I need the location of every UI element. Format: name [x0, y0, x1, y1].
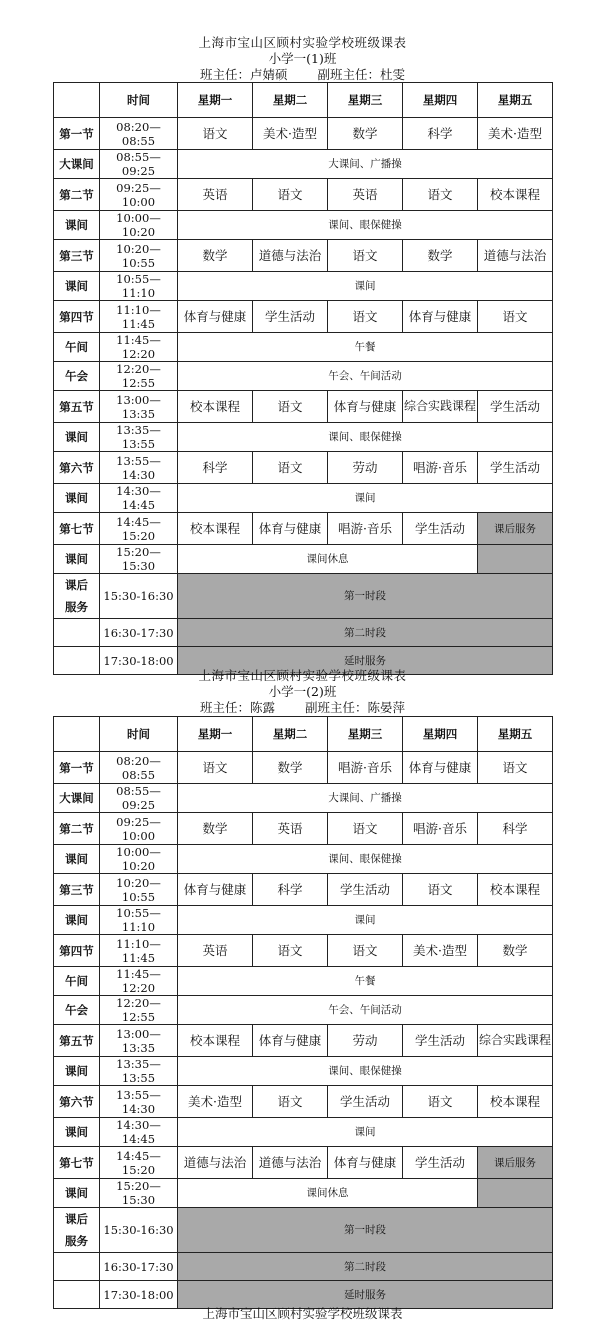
table-row	[54, 1118, 553, 1147]
subject-cell: 校本课程	[478, 874, 553, 906]
column-header: 星期一	[178, 83, 253, 118]
table-row	[54, 301, 553, 333]
subject-cell: 美术·造型	[478, 118, 553, 150]
subject-cell: 学生活动	[328, 1086, 403, 1118]
period-time: 13:35—13:55	[100, 423, 178, 452]
subject-cell: 学生活动	[478, 391, 553, 423]
subject-cell: 唱游·音乐	[403, 813, 478, 845]
period-label: 第二节	[54, 179, 100, 211]
subject-cell: 数学	[178, 240, 253, 272]
subject-cell: 校本课程	[178, 513, 253, 545]
subject-cell: 校本课程	[178, 1025, 253, 1057]
subject-cell: 体育与健康	[403, 301, 478, 333]
table-row	[54, 845, 553, 874]
subject-cell: 道德与法治	[478, 240, 553, 272]
period-time: 08:55—09:25	[100, 150, 178, 179]
break-cell: 课间、眼保健操	[178, 423, 553, 452]
table-row	[54, 150, 553, 179]
table-row	[54, 211, 553, 240]
schedule-table	[53, 716, 553, 1309]
after-school-cell: 课后服务	[478, 513, 553, 545]
subject-cell: 语文	[328, 240, 403, 272]
after-school-label-2: 服务	[65, 600, 88, 614]
subject-cell: 学生活动	[403, 513, 478, 545]
period-time: 10:00—10:20	[100, 211, 178, 240]
after-school-slot: 第二时段	[178, 619, 553, 647]
subject-cell: 科学	[253, 874, 328, 906]
period-time: 08:20—08:55	[100, 118, 178, 150]
head-teacher: 班主任：卢婧硕	[199, 67, 288, 82]
period-time: 11:10—11:45	[100, 301, 178, 333]
next-schedule-title: 上海市宝山区顾村实验学校班级课表	[202, 1306, 403, 1321]
table-row	[54, 118, 553, 150]
column-header: 时间	[100, 717, 178, 752]
period-time: 11:45—12:20	[100, 333, 178, 362]
subject-cell: 唱游·音乐	[328, 513, 403, 545]
schedule-2-header	[0, 668, 605, 716]
period-time: 08:55—09:25	[100, 784, 178, 813]
period-label: 午间	[54, 967, 100, 996]
subject-cell: 英语	[178, 935, 253, 967]
subject-cell: 道德与法治	[178, 1147, 253, 1179]
period-time: 13:55—14:30	[100, 1086, 178, 1118]
table-row	[54, 784, 553, 813]
column-header: 星期三	[328, 83, 403, 118]
subject-cell: 学生活动	[478, 452, 553, 484]
subject-text: 综合实践课程	[478, 1033, 551, 1047]
class-name: 小学一(1)班	[268, 51, 337, 66]
subject-cell: 英语	[178, 179, 253, 211]
subject-cell: 学生活动	[403, 1147, 478, 1179]
break-cell: 课间	[178, 1118, 553, 1147]
period-label: 第七节	[54, 513, 100, 545]
column-header	[54, 83, 100, 118]
subject-cell: 语文	[403, 1086, 478, 1118]
subject-cell: 语文	[328, 813, 403, 845]
after-school-time: 17:30-18:00	[100, 1281, 178, 1309]
after-school-slot: 延时服务	[178, 647, 553, 675]
after-school-label-empty	[54, 1253, 100, 1281]
subject-cell	[403, 391, 478, 423]
vice-teacher: 副班主任：杜雯	[317, 67, 406, 82]
period-label: 课间	[54, 906, 100, 935]
table-row	[54, 874, 553, 906]
header-row	[54, 83, 553, 118]
schedule-title: 上海市宝山区顾村实验学校班级课表	[198, 668, 407, 683]
table-row	[54, 391, 553, 423]
column-header: 星期一	[178, 717, 253, 752]
subject-cell: 数学	[403, 240, 478, 272]
column-header: 星期五	[478, 717, 553, 752]
subject-cell: 美术·造型	[403, 935, 478, 967]
after-school-cell: 课后服务	[478, 1147, 553, 1179]
table-row	[54, 362, 553, 391]
break-cell: 大课间、广播操	[178, 150, 553, 179]
subject-cell: 英语	[328, 179, 403, 211]
table-row	[54, 1179, 553, 1208]
subject-cell: 体育与健康	[253, 513, 328, 545]
table-row	[54, 272, 553, 301]
period-label: 午间	[54, 333, 100, 362]
after-school-cell-blank	[478, 1179, 553, 1208]
period-time: 10:20—10:55	[100, 240, 178, 272]
subject-cell: 语文	[328, 935, 403, 967]
subject-cell: 唱游·音乐	[328, 752, 403, 784]
subject-cell: 语文	[403, 179, 478, 211]
period-time: 09:25—10:00	[100, 813, 178, 845]
after-school-label	[54, 574, 100, 619]
period-label: 午会	[54, 996, 100, 1025]
period-time: 10:20—10:55	[100, 874, 178, 906]
table-row	[54, 752, 553, 784]
subject-cell: 体育与健康	[403, 752, 478, 784]
after-school-row	[54, 1253, 553, 1281]
after-school-slot: 延时服务	[178, 1281, 553, 1309]
break-cell: 课间、眼保健操	[178, 845, 553, 874]
period-time: 11:45—12:20	[100, 967, 178, 996]
subject-cell: 劳动	[328, 1025, 403, 1057]
table-row	[54, 1147, 553, 1179]
subject-cell: 语文	[253, 1086, 328, 1118]
after-school-time: 16:30-17:30	[100, 619, 178, 647]
break-cell: 午餐	[178, 967, 553, 996]
period-label: 第五节	[54, 391, 100, 423]
column-header: 星期四	[403, 83, 478, 118]
period-label: 第四节	[54, 301, 100, 333]
period-time: 11:10—11:45	[100, 935, 178, 967]
after-school-slot: 第一时段	[178, 574, 553, 619]
period-label: 第三节	[54, 874, 100, 906]
period-label: 大课间	[54, 150, 100, 179]
break-cell: 午会、午间活动	[178, 996, 553, 1025]
table-row	[54, 996, 553, 1025]
table-row	[54, 1025, 553, 1057]
subject-cell: 语文	[478, 301, 553, 333]
period-label: 第七节	[54, 1147, 100, 1179]
subject-cell: 体育与健康	[253, 1025, 328, 1057]
subject-cell: 美术·造型	[253, 118, 328, 150]
period-label: 课间	[54, 1179, 100, 1208]
period-time: 13:35—13:55	[100, 1057, 178, 1086]
column-header: 星期二	[253, 83, 328, 118]
subject-cell: 校本课程	[178, 391, 253, 423]
period-time: 12:20—12:55	[100, 996, 178, 1025]
subject-cell: 学生活动	[328, 874, 403, 906]
column-header: 星期三	[328, 717, 403, 752]
period-time: 10:55—11:10	[100, 272, 178, 301]
subject-cell: 语文	[253, 452, 328, 484]
after-school-time: 15:30-16:30	[100, 574, 178, 619]
period-time: 15:20—15:30	[100, 1179, 178, 1208]
period-time: 13:00—13:35	[100, 391, 178, 423]
break-cell: 课间、眼保健操	[178, 211, 553, 240]
break-cell: 课间	[178, 906, 553, 935]
subject-cell: 数学	[178, 813, 253, 845]
period-time: 08:20—08:55	[100, 752, 178, 784]
after-school-slot: 第一时段	[178, 1208, 553, 1253]
period-label: 第一节	[54, 118, 100, 150]
after-school-label-1: 课后	[65, 1212, 88, 1226]
subject-cell: 语文	[253, 935, 328, 967]
after-school-label	[54, 1208, 100, 1253]
break-cell: 课间	[178, 484, 553, 513]
period-time: 13:00—13:35	[100, 1025, 178, 1057]
period-label: 第三节	[54, 240, 100, 272]
table-row	[54, 333, 553, 362]
subject-cell: 科学	[403, 118, 478, 150]
after-school-label-1: 课后	[65, 578, 88, 592]
table-row	[54, 967, 553, 996]
table-row	[54, 906, 553, 935]
after-school-cell-blank	[478, 545, 553, 574]
after-school-row	[54, 1208, 553, 1253]
period-time: 15:20—15:30	[100, 545, 178, 574]
break-cell: 午会、午间活动	[178, 362, 553, 391]
break-cell: 课间休息	[178, 1179, 478, 1208]
subject-cell: 劳动	[328, 452, 403, 484]
after-school-label-empty	[54, 619, 100, 647]
after-school-time: 15:30-16:30	[100, 1208, 178, 1253]
subject-cell: 校本课程	[478, 1086, 553, 1118]
header-row	[54, 717, 553, 752]
subject-cell: 科学	[478, 813, 553, 845]
subject-cell: 唱游·音乐	[403, 452, 478, 484]
subject-cell: 语文	[253, 391, 328, 423]
subject-text: 综合实践课程	[403, 399, 476, 413]
table-row	[54, 179, 553, 211]
table-row	[54, 513, 553, 545]
subject-cell: 数学	[478, 935, 553, 967]
period-label: 课间	[54, 272, 100, 301]
subject-cell: 道德与法治	[253, 1147, 328, 1179]
period-time: 14:30—14:45	[100, 1118, 178, 1147]
column-header: 星期四	[403, 717, 478, 752]
subject-cell: 体育与健康	[328, 391, 403, 423]
after-school-time: 16:30-17:30	[100, 1253, 178, 1281]
after-school-label-2: 服务	[65, 1234, 88, 1248]
after-school-row	[54, 619, 553, 647]
period-label: 第五节	[54, 1025, 100, 1057]
subject-cell: 语文	[478, 752, 553, 784]
subject-cell	[478, 1025, 553, 1057]
period-label: 午会	[54, 362, 100, 391]
subject-cell: 体育与健康	[178, 874, 253, 906]
subject-cell: 数学	[328, 118, 403, 150]
period-time: 12:20—12:55	[100, 362, 178, 391]
schedule-title: 上海市宝山区顾村实验学校班级课表	[198, 35, 407, 50]
subject-cell: 校本课程	[478, 179, 553, 211]
period-label: 课间	[54, 545, 100, 574]
column-header: 星期五	[478, 83, 553, 118]
table-row	[54, 452, 553, 484]
subject-cell: 体育与健康	[178, 301, 253, 333]
period-label: 第一节	[54, 752, 100, 784]
schedule-table	[53, 82, 553, 675]
period-time: 10:55—11:10	[100, 906, 178, 935]
period-label: 第六节	[54, 1086, 100, 1118]
subject-cell: 英语	[253, 813, 328, 845]
break-cell: 大课间、广播操	[178, 784, 553, 813]
period-label: 课间	[54, 1057, 100, 1086]
head-teacher: 班主任：陈露	[199, 700, 275, 715]
period-label: 第六节	[54, 452, 100, 484]
break-cell: 课间、眼保健操	[178, 1057, 553, 1086]
period-label: 第二节	[54, 813, 100, 845]
table-row	[54, 1057, 553, 1086]
break-cell: 课间	[178, 272, 553, 301]
teacher-line	[0, 700, 605, 716]
break-cell: 课间休息	[178, 545, 478, 574]
subject-cell: 语文	[403, 874, 478, 906]
period-time: 09:25—10:00	[100, 179, 178, 211]
period-time: 14:45—15:20	[100, 1147, 178, 1179]
period-label: 课间	[54, 1118, 100, 1147]
subject-cell: 体育与健康	[328, 1147, 403, 1179]
period-label: 大课间	[54, 784, 100, 813]
period-time: 14:30—14:45	[100, 484, 178, 513]
table-row	[54, 423, 553, 452]
schedule-1-header	[0, 35, 605, 83]
subject-cell: 道德与法治	[253, 240, 328, 272]
period-time: 13:55—14:30	[100, 452, 178, 484]
after-school-time: 17:30-18:00	[100, 647, 178, 675]
subject-cell: 语文	[253, 179, 328, 211]
subject-cell: 科学	[178, 452, 253, 484]
subject-cell: 学生活动	[253, 301, 328, 333]
period-label: 第四节	[54, 935, 100, 967]
subject-cell: 数学	[253, 752, 328, 784]
vice-teacher: 副班主任：陈晏萍	[305, 700, 406, 715]
after-school-slot: 第二时段	[178, 1253, 553, 1281]
subject-cell: 美术·造型	[178, 1086, 253, 1118]
subject-cell: 语文	[328, 301, 403, 333]
period-time: 10:00—10:20	[100, 845, 178, 874]
table-row	[54, 813, 553, 845]
table-row	[54, 484, 553, 513]
column-header: 时间	[100, 83, 178, 118]
period-label: 课间	[54, 845, 100, 874]
period-time: 14:45—15:20	[100, 513, 178, 545]
after-school-row	[54, 574, 553, 619]
table-row	[54, 545, 553, 574]
subject-cell: 语文	[178, 752, 253, 784]
table-row	[54, 240, 553, 272]
subject-cell: 学生活动	[403, 1025, 478, 1057]
column-header	[54, 717, 100, 752]
class-name: 小学一(2)班	[268, 684, 337, 699]
teacher-line	[0, 67, 605, 83]
column-header: 星期二	[253, 717, 328, 752]
period-label: 课间	[54, 484, 100, 513]
period-label: 课间	[54, 423, 100, 452]
table-row	[54, 935, 553, 967]
period-label: 课间	[54, 211, 100, 240]
table-row	[54, 1086, 553, 1118]
subject-cell: 语文	[178, 118, 253, 150]
break-cell: 午餐	[178, 333, 553, 362]
